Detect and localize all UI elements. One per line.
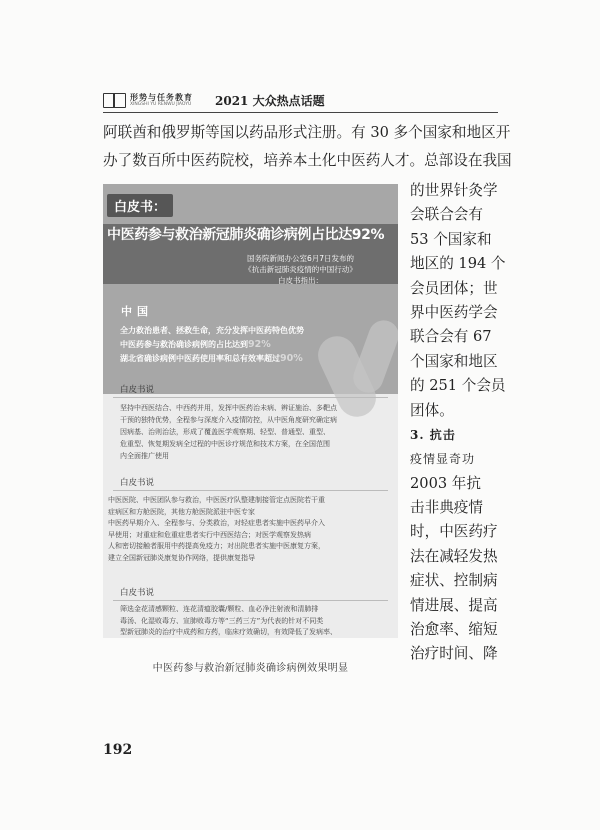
page-number: 192 — [103, 742, 133, 758]
source-line: 国务院新闻办公室6月7日发布的 — [246, 254, 355, 263]
header-rule — [103, 112, 498, 113]
section-heading: 3. 抗击 — [410, 427, 456, 442]
paragraph-1: 坚持中西医结合、中西药并用，发挥中医药治未病、辨证施治、多靶点 干预的独特优势，全程参与深度介入疫情防控，从中医角度研究确定病 因病基、治则治法，形成了覆盖医学观察期、轻型、普通型、重型、 危重型、恢复期发病全过程的中医诊疗规范和技术方案，在全国范围 内全面推广使用 — [120, 404, 337, 460]
whitepaper-tag: 白皮书： — [107, 194, 173, 217]
country-label: 中国 — [121, 305, 153, 318]
figure-title: 中医药参与救治新冠肺炎确诊病例占比达92% — [107, 227, 385, 243]
divider — [113, 490, 388, 491]
section-label: 白皮书说 — [120, 588, 155, 598]
series-title-pinyin: XINGSHI YU RENWU JIAOYU — [130, 102, 192, 107]
book-logo-icon — [103, 93, 126, 108]
divider — [113, 397, 388, 398]
running-header — [103, 92, 498, 112]
paragraph-3: 筛选金花清感颗粒、连花清瘟胶囊/颗粒、血必净注射液和清肺排 毒汤、化湿败毒方、宣肺败毒方等“三药三方”为代表的针对不同类 型新冠肺炎的治疗中成药和方药，临床疗效确切，有效降低了发病率、 — [120, 605, 337, 636]
highlight-line: 湖北省确诊病例中医药使用率和总有效率超过90% — [120, 353, 303, 364]
infographic-figure — [103, 184, 398, 638]
divider — [113, 600, 388, 601]
body-line-2: 办了数百所中医药院校，培养本土化中医药人才。总部设在我国 — [103, 152, 512, 169]
paragraph-2: 中医医院、中医团队参与救治，中医医疗队整建制接管定点医院若干重 症病区和方舱医院，其他方舱医院派驻中医专家 中医药早期介入、全程参与、分类救治，对轻症患者实施中医药早介入 早使用；对重症和危重症患者实行中西医结合；对医学观察发热病 人和密切接触者服用中药提高免疫力；对出院患者实施中医康复方案， 建立全国新冠肺炎康复协作网络，提供康复指导 — [108, 496, 325, 562]
section-label: 白皮书说 — [120, 385, 155, 395]
source-line: 《抗击新冠肺炎疫情的中国行动》 — [244, 265, 357, 274]
highlight-line: 全力救治患者、拯救生命，充分发挥中医药特色优势 — [120, 326, 304, 335]
body-line-1: 阿联酋和俄罗斯等国以药品形式注册。有 30 多个国家和地区开 — [103, 124, 511, 141]
figure-caption: 中医药参与救治新冠肺炎确诊病例效果明显 — [152, 663, 349, 674]
book-title: 2021 大众热点话题 — [215, 94, 325, 108]
section-label: 白皮书说 — [120, 478, 155, 488]
highlight-line: 中医药参与救治确诊病例的占比达到92% — [120, 339, 271, 350]
right-column-text: 的世界针灸学 会联合会有 53 个国家和 地区的 194 个 会员团体；世 界中医药学会 联合会有 67 个国家和地区 的 251 个会员 团体。 3. 抗击 疫情显奇功 2003 年抗 击非典疫情 时，中医药疗 法在减轻发热 症状、控制病 情进展、提高 治愈率、缩短 治疗时间、降 — [410, 182, 506, 663]
section-heading: 疫情显奇功 — [410, 452, 476, 467]
series-title: 形势与任务教育 — [130, 93, 193, 102]
source-line: 白皮书指出： — [278, 276, 323, 285]
